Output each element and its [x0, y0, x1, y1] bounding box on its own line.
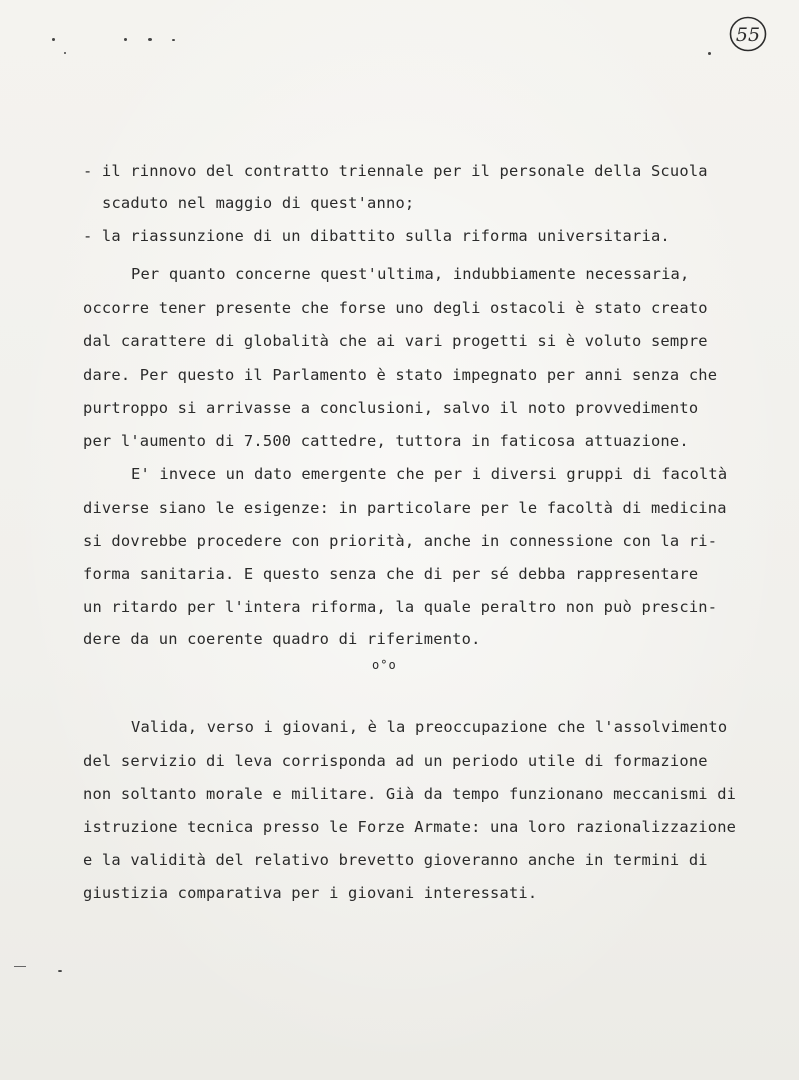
list-item-line: scaduto nel maggio di quest'anno;	[102, 194, 415, 212]
page-number-stamp	[728, 14, 768, 54]
paragraph-line: del servizio di leva corrisponda ad un periodo utile di formazione	[83, 752, 708, 770]
paragraph-line: forma sanitaria. E questo senza che di per sé debba rappresentare	[83, 565, 699, 583]
paragraph-line: giustizia comparativa per i giovani interessati.	[83, 884, 538, 902]
paragraph-line: Valida, verso i giovani, è la preoccupazione che l'assolvimento	[131, 718, 728, 736]
paragraph-line: per l'aumento di 7.500 cattedre, tuttora in faticosa attuazione.	[83, 432, 689, 450]
paragraph-line: dare. Per questo il Parlamento è stato impegnato per anni senza che	[83, 366, 718, 384]
paragraph-line: dere da un coerente quadro di riferimento.	[83, 630, 481, 648]
scan-speck	[124, 38, 127, 41]
circled-number-icon	[728, 14, 768, 54]
paragraph-line: dal carattere di globalità che ai vari progetti si è voluto sempre	[83, 332, 708, 350]
scan-speck	[148, 38, 152, 41]
scan-speck	[14, 966, 26, 967]
paragraph-line: e la validità del relativo brevetto gioveranno anche in termini di	[83, 851, 708, 869]
paragraph-line: istruzione tecnica presso le Forze Armate: una loro razionalizzazione	[83, 818, 737, 836]
paragraph-line: E' invece un dato emergente che per i diversi gruppi di facoltà	[131, 465, 728, 483]
paragraph-line: occorre tener presente che forse uno degli ostacoli è stato creato	[83, 299, 708, 317]
paragraph-line: purtroppo si arrivasse a conclusioni, salvo il noto provvedimento	[83, 399, 699, 417]
scan-speck	[708, 52, 711, 55]
scan-speck	[58, 970, 62, 972]
scan-speck	[172, 39, 175, 41]
scan-speck	[52, 38, 55, 41]
page-number: 55	[735, 24, 761, 46]
list-item-line: - il rinnovo del contratto triennale per il personale della Scuola	[83, 162, 708, 180]
paragraph-line: diverse siano le esigenze: in particolare per le facoltà di medicina	[83, 499, 727, 517]
section-separator: o°o	[372, 658, 397, 672]
paragraph-line: non soltanto morale e militare. Già da tempo funzionano meccanismi di	[83, 785, 737, 803]
paragraph-line: un ritardo per l'intera riforma, la quale peraltro non può prescin-	[83, 598, 718, 616]
paragraph-line: si dovrebbe procedere con priorità, anche in connessione con la ri-	[83, 532, 718, 550]
scan-speck	[64, 52, 66, 54]
list-item-line: - la riassunzione di un dibattito sulla riforma universitaria.	[83, 227, 670, 245]
paragraph-line: Per quanto concerne quest'ultima, indubbiamente necessaria,	[131, 265, 690, 283]
